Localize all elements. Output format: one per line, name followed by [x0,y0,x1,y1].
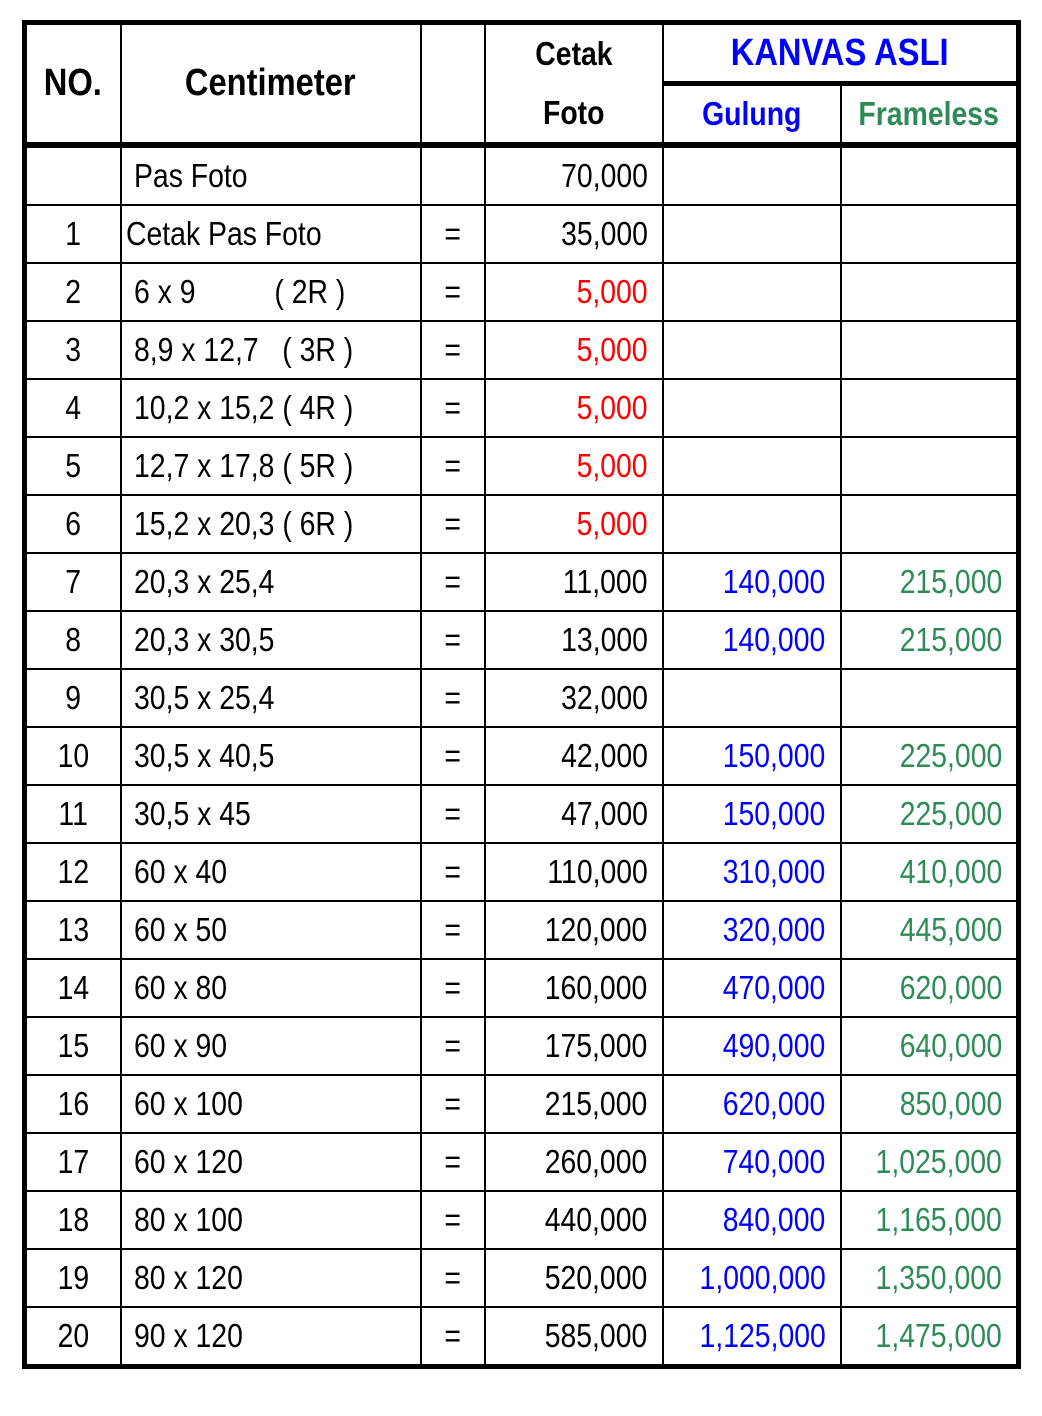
row-number-value: 3 [65,331,82,368]
frameless-price-value: 1,165,000 [875,1201,1002,1238]
equals-sign: = [444,737,461,774]
row-equals [421,1249,485,1307]
row-frameless-price [841,1249,1019,1307]
row-equals [421,437,485,495]
row-number-value: 4 [65,389,82,426]
row-equals [421,263,485,321]
gulung-price-value: 740,000 [722,1143,826,1180]
row-size-value: 10,2 x 15,2 ( 4R ) [133,389,353,426]
price-table [22,20,1021,1369]
row-frameless-price [841,495,1019,553]
table-row [25,379,1019,437]
row-size-value: 30,5 x 40,5 [133,737,274,774]
row-number-value: 6 [65,505,82,542]
row-gulung-price [663,611,841,669]
row-number-value: 7 [65,563,82,600]
row-number-value: 17 [57,1143,90,1180]
row-number [25,959,121,1017]
gulung-price-value: 150,000 [722,737,826,774]
row-size-value: 30,5 x 25,4 [133,679,274,716]
row-equals [421,611,485,669]
row-number-value: 16 [57,1085,90,1122]
row-equals [421,959,485,1017]
row-cetak-foto-price [485,611,663,669]
table-row [25,1075,1019,1133]
row-gulung-price [663,379,841,437]
row-size-value: 60 x 120 [133,1143,243,1180]
row-equals [421,669,485,727]
table-row [25,553,1019,611]
table-row [25,669,1019,727]
row-size [121,901,421,959]
row-frameless-price [841,959,1019,1017]
row-size [121,379,421,437]
row-size-value: 60 x 50 [133,911,227,948]
row-cetak-foto-price [485,785,663,843]
row-equals [421,727,485,785]
row-cetak-foto-price [485,1017,663,1075]
equals-sign: = [444,447,461,484]
row-number [25,901,121,959]
cetak-foto-price-value: 5,000 [576,273,648,310]
row-number [25,843,121,901]
row-cetak-foto-price [485,901,663,959]
row-gulung-price [663,1307,841,1367]
gulung-price-value: 310,000 [722,853,826,890]
row-size [121,959,421,1017]
row-frameless-price [841,727,1019,785]
equals-sign: = [444,853,461,890]
row-size [121,205,421,263]
frameless-price-value: 225,000 [899,795,1002,832]
row-size [121,321,421,379]
table-row [25,1191,1019,1249]
equals-sign: = [444,621,461,658]
row-number [25,611,121,669]
row-size-value: Pas Foto [133,157,248,194]
cetak-foto-price-value: 42,000 [560,737,648,774]
row-size-value: 60 x 80 [133,969,227,1006]
row-gulung-price [663,727,841,785]
equals-sign: = [444,795,461,832]
row-number-value: 9 [65,679,82,716]
row-frameless-price [841,1017,1019,1075]
row-size [121,1017,421,1075]
row-size [121,553,421,611]
header-centimeter-label: Centimeter [185,62,356,104]
equals-sign: = [444,911,461,948]
row-size-value: 30,5 x 45 [133,795,251,832]
row-equals [421,553,485,611]
row-size [121,1307,421,1367]
row-gulung-price [663,553,841,611]
row-frameless-price [841,1075,1019,1133]
gulung-price-value: 1,000,000 [699,1259,826,1296]
row-size-value: 60 x 40 [133,853,227,890]
table-row [25,1017,1019,1075]
row-equals [421,1017,485,1075]
table-row [25,901,1019,959]
table-row [25,145,1019,205]
equals-sign: = [444,1027,461,1064]
row-frameless-price [841,437,1019,495]
row-equals [421,495,485,553]
row-number [25,205,121,263]
table-row [25,437,1019,495]
header-eq [421,23,485,146]
gulung-price-value: 140,000 [722,563,826,600]
row-size [121,611,421,669]
row-gulung-price [663,145,841,205]
row-equals [421,1307,485,1367]
cetak-foto-price-value: 175,000 [544,1027,648,1064]
gulung-price-value: 470,000 [722,969,826,1006]
gulung-price-value: 490,000 [722,1027,826,1064]
row-gulung-price [663,785,841,843]
equals-sign: = [444,215,461,252]
row-size-value: 80 x 100 [133,1201,243,1238]
row-cetak-foto-price [485,437,663,495]
header-cetak-label: Cetak [534,35,613,73]
row-gulung-price [663,843,841,901]
table-row [25,1307,1019,1367]
row-size-value: 60 x 90 [133,1027,227,1064]
row-size-value: 6 x 9 ( 2R ) [133,273,345,310]
cetak-foto-price-value: 110,000 [547,853,648,890]
equals-sign: = [444,1317,461,1354]
table-row [25,495,1019,553]
frameless-price-value: 215,000 [899,563,1002,600]
row-size [121,1133,421,1191]
row-gulung-price [663,959,841,1017]
row-gulung-price [663,901,841,959]
row-size-value: 8,9 x 12,7 ( 3R ) [133,331,353,368]
frameless-price-value: 620,000 [899,969,1002,1006]
header-frameless-label: Frameless [858,95,999,132]
cetak-foto-price-value: 585,000 [544,1317,648,1354]
row-cetak-foto-price [485,669,663,727]
header-cetak-foto-line2 [485,84,663,146]
row-size [121,1249,421,1307]
cetak-foto-price-value: 35,000 [560,215,648,252]
row-frameless-price [841,263,1019,321]
row-frameless-price [841,205,1019,263]
row-gulung-price [663,1133,841,1191]
row-size-value: Cetak Pas Foto [125,215,322,252]
row-gulung-price [663,1017,841,1075]
table-row [25,205,1019,263]
row-size [121,785,421,843]
row-size [121,263,421,321]
row-size-value: 12,7 x 17,8 ( 5R ) [133,447,353,484]
row-size [121,145,421,205]
table-row [25,611,1019,669]
header-frameless [841,84,1019,146]
row-size-value: 15,2 x 20,3 ( 6R ) [133,505,353,542]
row-frameless-price [841,1191,1019,1249]
table-row [25,727,1019,785]
gulung-price-value: 840,000 [722,1201,826,1238]
row-size [121,669,421,727]
row-cetak-foto-price [485,843,663,901]
header-centimeter [121,23,421,146]
frameless-price-value: 1,475,000 [875,1317,1002,1354]
row-number [25,495,121,553]
row-equals [421,1075,485,1133]
row-number [25,1075,121,1133]
frameless-price-value: 1,025,000 [875,1143,1002,1180]
row-size [121,495,421,553]
cetak-foto-price-value: 215,000 [544,1085,648,1122]
cetak-foto-price-value: 160,000 [544,969,648,1006]
cetak-foto-price-value: 13,000 [560,621,648,658]
row-number [25,727,121,785]
row-size [121,843,421,901]
row-gulung-price [663,437,841,495]
cetak-foto-price-value: 5,000 [576,447,648,484]
row-number [25,1017,121,1075]
row-number [25,263,121,321]
frameless-price-value: 1,350,000 [875,1259,1002,1296]
header-gulung [663,84,841,146]
row-number-value: 1 [65,215,82,252]
equals-sign: = [444,679,461,716]
row-number [25,437,121,495]
row-number-value: 18 [57,1201,90,1238]
row-gulung-price [663,1249,841,1307]
header-cetak-foto-line1 [485,23,663,84]
table-row [25,263,1019,321]
row-gulung-price [663,1191,841,1249]
row-gulung-price [663,1075,841,1133]
row-cetak-foto-price [485,321,663,379]
row-frameless-price [841,1307,1019,1367]
row-size-value: 60 x 100 [133,1085,243,1122]
row-cetak-foto-price [485,1075,663,1133]
row-frameless-price [841,321,1019,379]
cetak-foto-price-value: 70,000 [560,157,648,194]
row-frameless-price [841,843,1019,901]
row-cetak-foto-price [485,1133,663,1191]
table-row [25,1133,1019,1191]
row-equals [421,321,485,379]
cetak-foto-price-value: 260,000 [544,1143,648,1180]
row-size [121,1075,421,1133]
row-cetak-foto-price [485,263,663,321]
cetak-foto-price-value: 440,000 [544,1201,648,1238]
row-number-value: 19 [57,1259,90,1296]
row-equals [421,1133,485,1191]
frameless-price-value: 850,000 [899,1085,1002,1122]
row-size [121,1191,421,1249]
row-frameless-price [841,553,1019,611]
row-equals [421,901,485,959]
equals-sign: = [444,273,461,310]
row-number [25,553,121,611]
equals-sign: = [444,389,461,426]
gulung-price-value: 150,000 [722,795,826,832]
row-gulung-price [663,263,841,321]
header-foto-label: Foto [542,93,605,131]
cetak-foto-price-value: 5,000 [576,389,648,426]
cetak-foto-price-value: 5,000 [576,505,648,542]
row-cetak-foto-price [485,959,663,1017]
gulung-price-value: 140,000 [722,621,826,658]
row-cetak-foto-price [485,379,663,437]
row-number [25,321,121,379]
cetak-foto-price-value: 520,000 [544,1259,648,1296]
row-number-value: 20 [57,1317,90,1354]
row-number [25,1307,121,1367]
table-row [25,843,1019,901]
table-row [25,785,1019,843]
row-number [25,1249,121,1307]
header-no [25,23,121,146]
row-number-value: 11 [58,795,88,832]
frameless-price-value: 410,000 [899,853,1002,890]
row-equals [421,205,485,263]
row-cetak-foto-price [485,553,663,611]
table-row [25,1249,1019,1307]
cetak-foto-price-value: 120,000 [544,911,648,948]
row-gulung-price [663,205,841,263]
gulung-price-value: 620,000 [722,1085,826,1122]
row-frameless-price [841,1133,1019,1191]
row-number-value: 2 [65,273,82,310]
equals-sign: = [444,331,461,368]
row-size-value: 90 x 120 [133,1317,243,1354]
row-cetak-foto-price [485,495,663,553]
row-number-value: 10 [57,737,90,774]
equals-sign: = [444,563,461,600]
header-row-top [25,23,1019,84]
row-frameless-price [841,145,1019,205]
row-equals [421,785,485,843]
equals-sign: = [444,1085,461,1122]
table-row [25,959,1019,1017]
frameless-price-value: 640,000 [899,1027,1002,1064]
cetak-foto-price-value: 32,000 [560,679,648,716]
header-kanvas-asli [663,23,1019,84]
row-number-value: 13 [57,911,90,948]
row-number-value: 15 [57,1027,90,1064]
row-cetak-foto-price [485,1249,663,1307]
row-equals [421,145,485,205]
row-cetak-foto-price [485,1307,663,1367]
row-number [25,145,121,205]
row-number-value: 12 [57,853,90,890]
row-number [25,1133,121,1191]
equals-sign: = [444,1201,461,1238]
row-number [25,785,121,843]
row-frameless-price [841,611,1019,669]
row-size-value: 20,3 x 30,5 [133,621,274,658]
row-size-value: 80 x 120 [133,1259,243,1296]
gulung-price-value: 320,000 [722,911,826,948]
row-size [121,437,421,495]
equals-sign: = [444,505,461,542]
row-frameless-price [841,669,1019,727]
row-cetak-foto-price [485,727,663,785]
gulung-price-value: 1,125,000 [699,1317,826,1354]
row-frameless-price [841,901,1019,959]
cetak-foto-price-value: 47,000 [560,795,648,832]
row-frameless-price [841,785,1019,843]
header-kanvas-asli-label: KANVAS ASLI [730,31,949,74]
row-size [121,727,421,785]
row-size-value: 20,3 x 25,4 [133,563,274,600]
header-no-label: NO. [44,62,103,104]
equals-sign: = [444,1143,461,1180]
row-number [25,1191,121,1249]
row-number [25,669,121,727]
frameless-price-value: 215,000 [899,621,1002,658]
equals-sign: = [444,1259,461,1296]
row-cetak-foto-price [485,1191,663,1249]
row-frameless-price [841,379,1019,437]
price-rows [25,145,1019,1367]
row-equals [421,379,485,437]
row-equals [421,843,485,901]
row-gulung-price [663,321,841,379]
row-gulung-price [663,495,841,553]
table-row [25,321,1019,379]
cetak-foto-price-value: 11,000 [562,563,648,600]
cetak-foto-price-value: 5,000 [576,331,648,368]
row-equals [421,1191,485,1249]
row-cetak-foto-price [485,145,663,205]
row-number [25,379,121,437]
equals-sign: = [444,969,461,1006]
header-gulung-label: Gulung [701,95,802,132]
row-cetak-foto-price [485,205,663,263]
frameless-price-value: 445,000 [899,911,1002,948]
row-number-value: 14 [57,969,90,1006]
row-gulung-price [663,669,841,727]
row-number-value: 5 [65,447,82,484]
frameless-price-value: 225,000 [899,737,1002,774]
row-number-value: 8 [65,621,82,658]
